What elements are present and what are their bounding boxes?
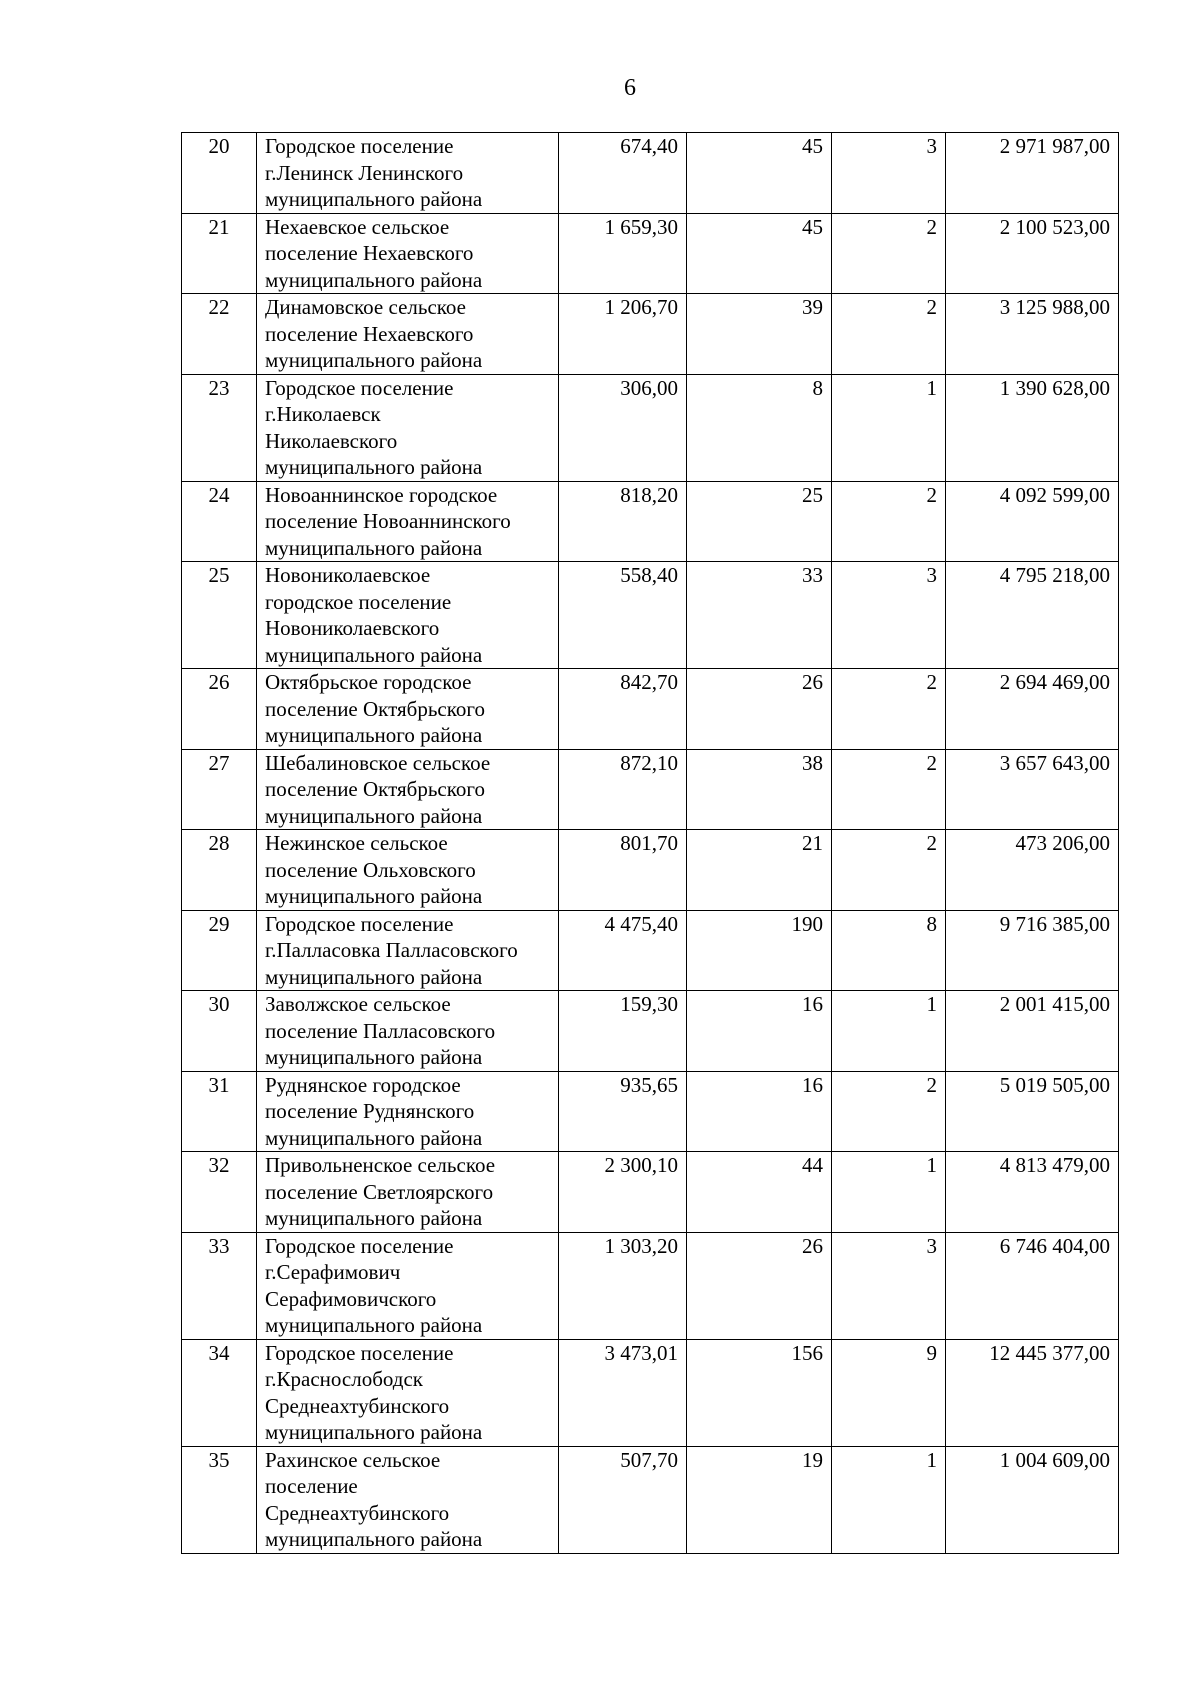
small-count-cell: 2	[832, 213, 946, 294]
count-cell: 16	[687, 991, 832, 1072]
settlement-name-line: Среднеахтубинского	[265, 1500, 450, 1525]
settlement-name-line: городское поселение	[265, 589, 452, 614]
small-count-cell: 1	[832, 1152, 946, 1233]
settlement-name-line: муниципального района	[265, 1420, 483, 1444]
area-cell: 4 475,40	[559, 910, 687, 991]
settlement-name-line: Заволжское сельское	[265, 992, 451, 1016]
settlement-name-line: муниципального района	[265, 1206, 483, 1230]
table-row	[182, 481, 1119, 562]
table-row	[182, 991, 1119, 1072]
settlement-name-line: Привольненское сельское	[265, 1153, 496, 1177]
count-cell: 39	[687, 294, 832, 375]
count-cell: 26	[687, 1232, 832, 1339]
count-cell: 26	[687, 669, 832, 750]
small-count-cell: 2	[832, 1071, 946, 1152]
row-number-cell: 31	[182, 1071, 257, 1152]
settlement-name-cell	[257, 669, 559, 750]
count-cell: 45	[687, 213, 832, 294]
row-number-cell: 20	[182, 133, 257, 214]
small-count-cell: 2	[832, 669, 946, 750]
settlement-name-line: муниципального района	[265, 723, 483, 747]
settlement-name-line: поселение Октябрьского	[265, 777, 485, 801]
sum-cell: 4 092 599,00	[946, 481, 1119, 562]
row-number-cell: 27	[182, 749, 257, 830]
table-row	[182, 1232, 1119, 1339]
settlement-name-line: г.Николаевск	[265, 402, 381, 426]
area-cell: 872,10	[559, 749, 687, 830]
sum-cell: 1 390 628,00	[946, 374, 1119, 481]
settlement-name-cell	[257, 1152, 559, 1233]
settlement-name-line: г.Ленинск Ленинского	[265, 160, 464, 185]
area-cell: 935,65	[559, 1071, 687, 1152]
settlement-name-cell	[257, 133, 559, 214]
settlement-name-cell	[257, 374, 559, 481]
area-cell: 558,40	[559, 562, 687, 669]
sum-cell: 1 004 609,00	[946, 1446, 1119, 1553]
count-cell: 8	[687, 374, 832, 481]
settlement-name-line: Городское поселение	[265, 911, 454, 936]
settlement-name-line: Городское поселение	[265, 375, 454, 400]
table-row	[182, 133, 1119, 214]
settlement-name-line: Нежинское сельское	[265, 831, 448, 855]
area-cell: 159,30	[559, 991, 687, 1072]
row-number-cell: 28	[182, 830, 257, 911]
table-row	[182, 1152, 1119, 1233]
settlement-name-line: муниципального района	[265, 1527, 483, 1551]
settlement-name-line: муниципального района	[265, 1045, 483, 1069]
table-row	[182, 669, 1119, 750]
sum-cell: 2 100 523,00	[946, 213, 1119, 294]
row-number-cell: 30	[182, 991, 257, 1072]
settlement-name-line: Новониколаевское	[265, 563, 431, 587]
row-number-cell: 25	[182, 562, 257, 669]
settlement-name-line: Шебалиновское сельское	[265, 750, 491, 775]
table-body	[182, 133, 1119, 1554]
small-count-cell: 9	[832, 1339, 946, 1446]
row-number-cell: 24	[182, 481, 257, 562]
settlement-name-line: поселение Ольховского	[265, 857, 476, 882]
settlement-name-line: Городское поселение	[265, 134, 454, 158]
count-cell: 16	[687, 1071, 832, 1152]
sum-cell: 2 971 987,00	[946, 133, 1119, 214]
settlement-name-cell	[257, 991, 559, 1072]
table-row	[182, 749, 1119, 830]
settlement-name-line: муниципального района	[265, 884, 483, 908]
small-count-cell: 8	[832, 910, 946, 991]
settlement-name-line: Среднеахтубинского	[265, 1393, 450, 1418]
settlement-name-line: поселение Октябрьского	[265, 696, 485, 721]
area-cell: 306,00	[559, 374, 687, 481]
settlement-name-cell	[257, 1446, 559, 1553]
row-number-cell: 26	[182, 669, 257, 750]
small-count-cell: 3	[832, 133, 946, 214]
area-cell: 1 303,20	[559, 1232, 687, 1339]
row-number-cell: 21	[182, 213, 257, 294]
settlement-name-line: поселение Палласовского	[265, 1018, 496, 1043]
area-cell: 674,40	[559, 133, 687, 214]
settlement-name-line: Николаевского	[265, 428, 398, 453]
page-number: 6	[624, 75, 636, 101]
row-number-cell: 35	[182, 1446, 257, 1553]
settlement-name-line: Рахинское сельское	[265, 1447, 441, 1472]
settlement-name-cell	[257, 213, 559, 294]
settlement-name-line: Октябрьское городское	[265, 670, 472, 694]
settlement-name-line: муниципального района	[265, 964, 483, 989]
settlement-name-line: поселение Руднянского	[265, 1099, 475, 1123]
settlement-name-cell	[257, 481, 559, 562]
area-cell: 3 473,01	[559, 1339, 687, 1446]
table-row	[182, 1339, 1119, 1446]
row-number-cell: 23	[182, 374, 257, 481]
count-cell: 33	[687, 562, 832, 669]
row-number-cell: 32	[182, 1152, 257, 1233]
row-number-cell: 29	[182, 910, 257, 991]
count-cell: 38	[687, 749, 832, 830]
settlement-name-line: Руднянское городское	[265, 1072, 461, 1097]
settlement-name-line: поселение Нехаевского	[265, 241, 474, 265]
sum-cell: 9 716 385,00	[946, 910, 1119, 991]
count-cell: 190	[687, 910, 832, 991]
settlements-table	[181, 132, 1119, 1554]
sum-cell: 12 445 377,00	[946, 1339, 1119, 1446]
settlement-name-cell	[257, 910, 559, 991]
settlement-name-line: Нехаевское сельское	[265, 214, 450, 239]
sum-cell: 4 795 218,00	[946, 562, 1119, 669]
settlement-name-line: Динамовское сельское	[265, 295, 466, 319]
settlement-name-line: муниципального района	[265, 642, 483, 667]
settlement-name-line: поселение Светлоярского	[265, 1179, 494, 1204]
small-count-cell: 2	[832, 481, 946, 562]
small-count-cell: 3	[832, 562, 946, 669]
settlement-name-line: муниципального района	[265, 455, 483, 479]
settlement-name-line: поселение Новоаннинского	[265, 509, 511, 533]
small-count-cell: 1	[832, 374, 946, 481]
small-count-cell: 2	[832, 749, 946, 830]
settlement-name-cell	[257, 1339, 559, 1446]
area-cell: 1 659,30	[559, 213, 687, 294]
small-count-cell: 1	[832, 1446, 946, 1553]
settlement-name-line: муниципального района	[265, 267, 483, 292]
sum-cell: 2 694 469,00	[946, 669, 1119, 750]
sum-cell: 3 125 988,00	[946, 294, 1119, 375]
count-cell: 19	[687, 1446, 832, 1553]
count-cell: 21	[687, 830, 832, 911]
settlement-name-line: муниципального района	[265, 803, 483, 828]
settlement-name-line: поселение Нехаевского	[265, 321, 474, 346]
settlement-name-line: муниципального района	[265, 1125, 483, 1150]
area-cell: 2 300,10	[559, 1152, 687, 1233]
table-row	[182, 910, 1119, 991]
small-count-cell: 1	[832, 991, 946, 1072]
table-row	[182, 1446, 1119, 1553]
settlement-name-line: поселение	[265, 1474, 358, 1498]
area-cell: 1 206,70	[559, 294, 687, 375]
sum-cell: 6 746 404,00	[946, 1232, 1119, 1339]
area-cell: 507,70	[559, 1446, 687, 1553]
small-count-cell: 3	[832, 1232, 946, 1339]
settlement-name-cell	[257, 1071, 559, 1152]
settlement-name-line: муниципального района	[265, 348, 483, 372]
settlement-name-line: муниципального района	[265, 1313, 483, 1337]
settlement-name-line: Новоаннинское городское	[265, 482, 498, 507]
table-row	[182, 830, 1119, 911]
settlement-name-line: г.Палласовка Палласовского	[265, 938, 518, 962]
sum-cell: 2 001 415,00	[946, 991, 1119, 1072]
row-number-cell: 22	[182, 294, 257, 375]
table-row	[182, 562, 1119, 669]
count-cell: 25	[687, 481, 832, 562]
sum-cell: 4 813 479,00	[946, 1152, 1119, 1233]
sum-cell: 5 019 505,00	[946, 1071, 1119, 1152]
sum-cell: 3 657 643,00	[946, 749, 1119, 830]
table-row	[182, 374, 1119, 481]
row-number-cell: 34	[182, 1339, 257, 1446]
settlement-name-cell	[257, 830, 559, 911]
area-cell: 818,20	[559, 481, 687, 562]
count-cell: 44	[687, 1152, 832, 1233]
table-row	[182, 294, 1119, 375]
settlement-name-cell	[257, 749, 559, 830]
small-count-cell: 2	[832, 294, 946, 375]
settlement-name-line: муниципального района	[265, 535, 483, 560]
area-cell: 842,70	[559, 669, 687, 750]
settlement-name-line: Городское поселение	[265, 1233, 454, 1258]
count-cell: 156	[687, 1339, 832, 1446]
settlement-name-line: Городское поселение	[265, 1340, 454, 1365]
area-cell: 801,70	[559, 830, 687, 911]
settlement-name-line: г.Краснослободск	[265, 1367, 423, 1391]
small-count-cell: 2	[832, 830, 946, 911]
settlement-name-line: Серафимовичского	[265, 1286, 437, 1311]
settlement-name-cell	[257, 1232, 559, 1339]
count-cell: 45	[687, 133, 832, 214]
settlement-name-line: муниципального района	[265, 187, 483, 211]
row-number-cell: 33	[182, 1232, 257, 1339]
table-row	[182, 213, 1119, 294]
table-row	[182, 1071, 1119, 1152]
settlement-name-cell	[257, 562, 559, 669]
settlement-name-cell	[257, 294, 559, 375]
sum-cell: 473 206,00	[946, 830, 1119, 911]
settlement-name-line: Новониколаевского	[265, 616, 440, 640]
settlement-name-line: г.Серафимович	[265, 1260, 401, 1284]
